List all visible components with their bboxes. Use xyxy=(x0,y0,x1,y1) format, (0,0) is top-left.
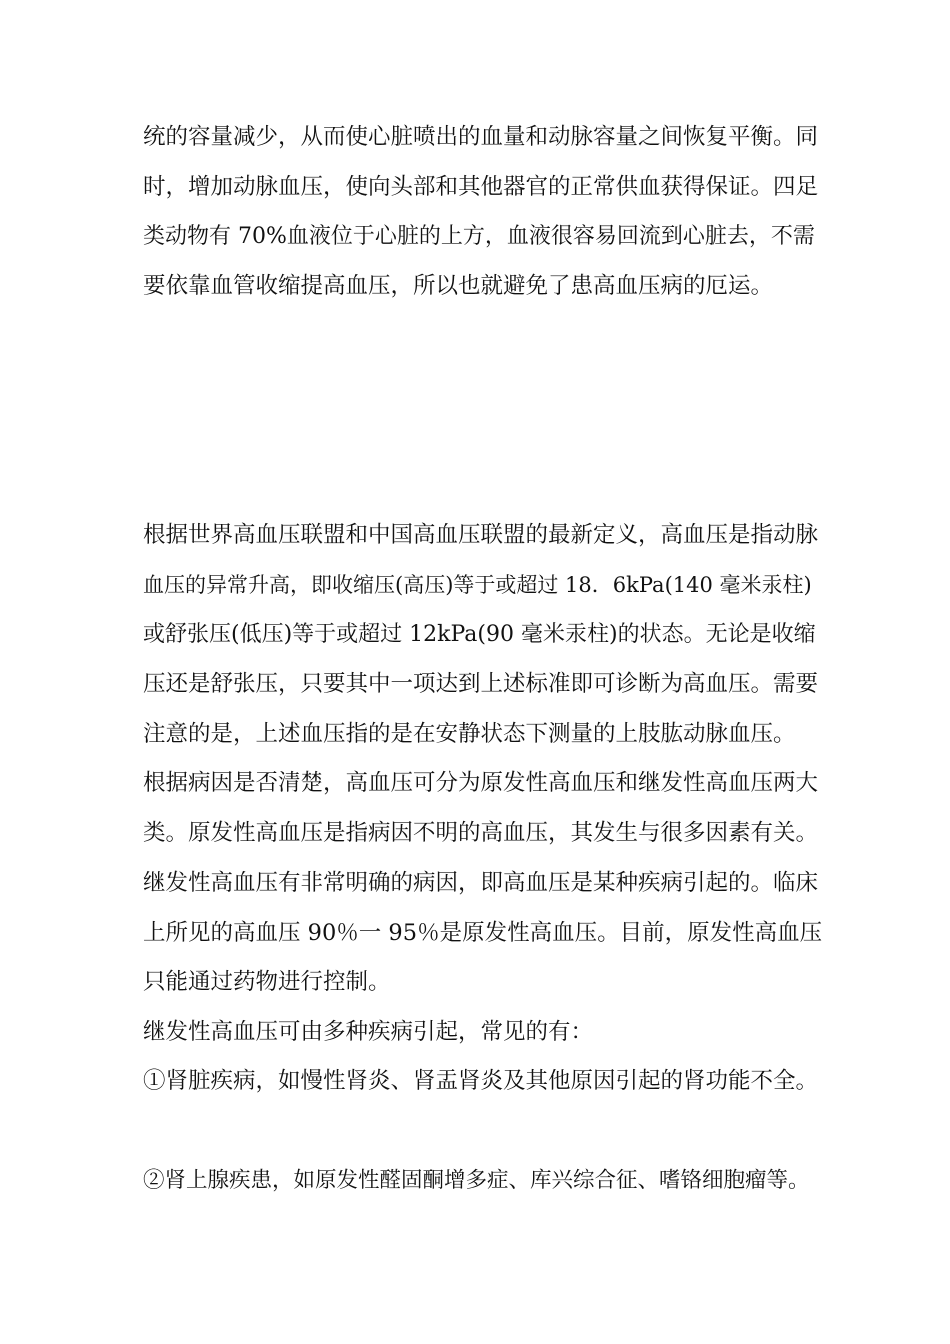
text-line: 继发性高血压可由多种疾病引起，常见的有： xyxy=(143,1019,594,1045)
text-line: 注意的是，上述血压指的是在安静状态下测量的上肢肱动脉血压。 xyxy=(143,721,796,747)
text-line: 统的容量减少，从而使心脏喷出的血量和动脉容量之间恢复平衡。同 xyxy=(143,124,819,150)
text-line: 压还是舒张压，只要其中一项达到上述标准即可诊断为高血压。需要 xyxy=(143,671,819,697)
list-item: ①肾脏疾病，如慢性肾炎、肾盂肾炎及其他原因引起的肾功能不全。 xyxy=(143,1068,819,1094)
text-line: 根据病因是否清楚，高血压可分为原发性高血压和继发性高血压两大 xyxy=(143,770,819,796)
list-item: ②肾上腺疾患，如原发性醛固酮增多症、库兴综合征、嗜铬细胞瘤等。 xyxy=(143,1168,810,1193)
text-line: 时，增加动脉血压，使向头部和其他器官的正常供血获得保证。四足 xyxy=(143,174,819,200)
text-line: 或舒张压(低压)等于或超过 12kPa(90 毫米汞柱)的状态。无论是收缩 xyxy=(143,622,816,647)
text-line: 类动物有 70%血液位于心脏的上方，血液很容易回流到心脏去，不需 xyxy=(143,224,815,249)
text-line: 根据世界高血压联盟和中国高血压联盟的最新定义，高血压是指动脉 xyxy=(143,522,819,548)
text-line: 只能通过药物进行控制。 xyxy=(143,969,391,995)
text-line: 血压的异常升高，即收缩压(高压)等于或超过 18．6kPa(140 毫米汞柱) xyxy=(143,573,812,597)
text-line: 上所见的高血压 90％一 95％是原发性高血压。目前，原发性高血压 xyxy=(143,920,823,946)
text-line: 继发性高血压有非常明确的病因，即高血压是某种疾病引起的。临床 xyxy=(143,870,819,896)
text-line: 类。原发性高血压是指病因不明的高血压，其发生与很多因素有关。 xyxy=(143,820,819,846)
text-line: 要依靠血管收缩提高血压，所以也就避免了患高血压病的厄运。 xyxy=(143,273,774,299)
